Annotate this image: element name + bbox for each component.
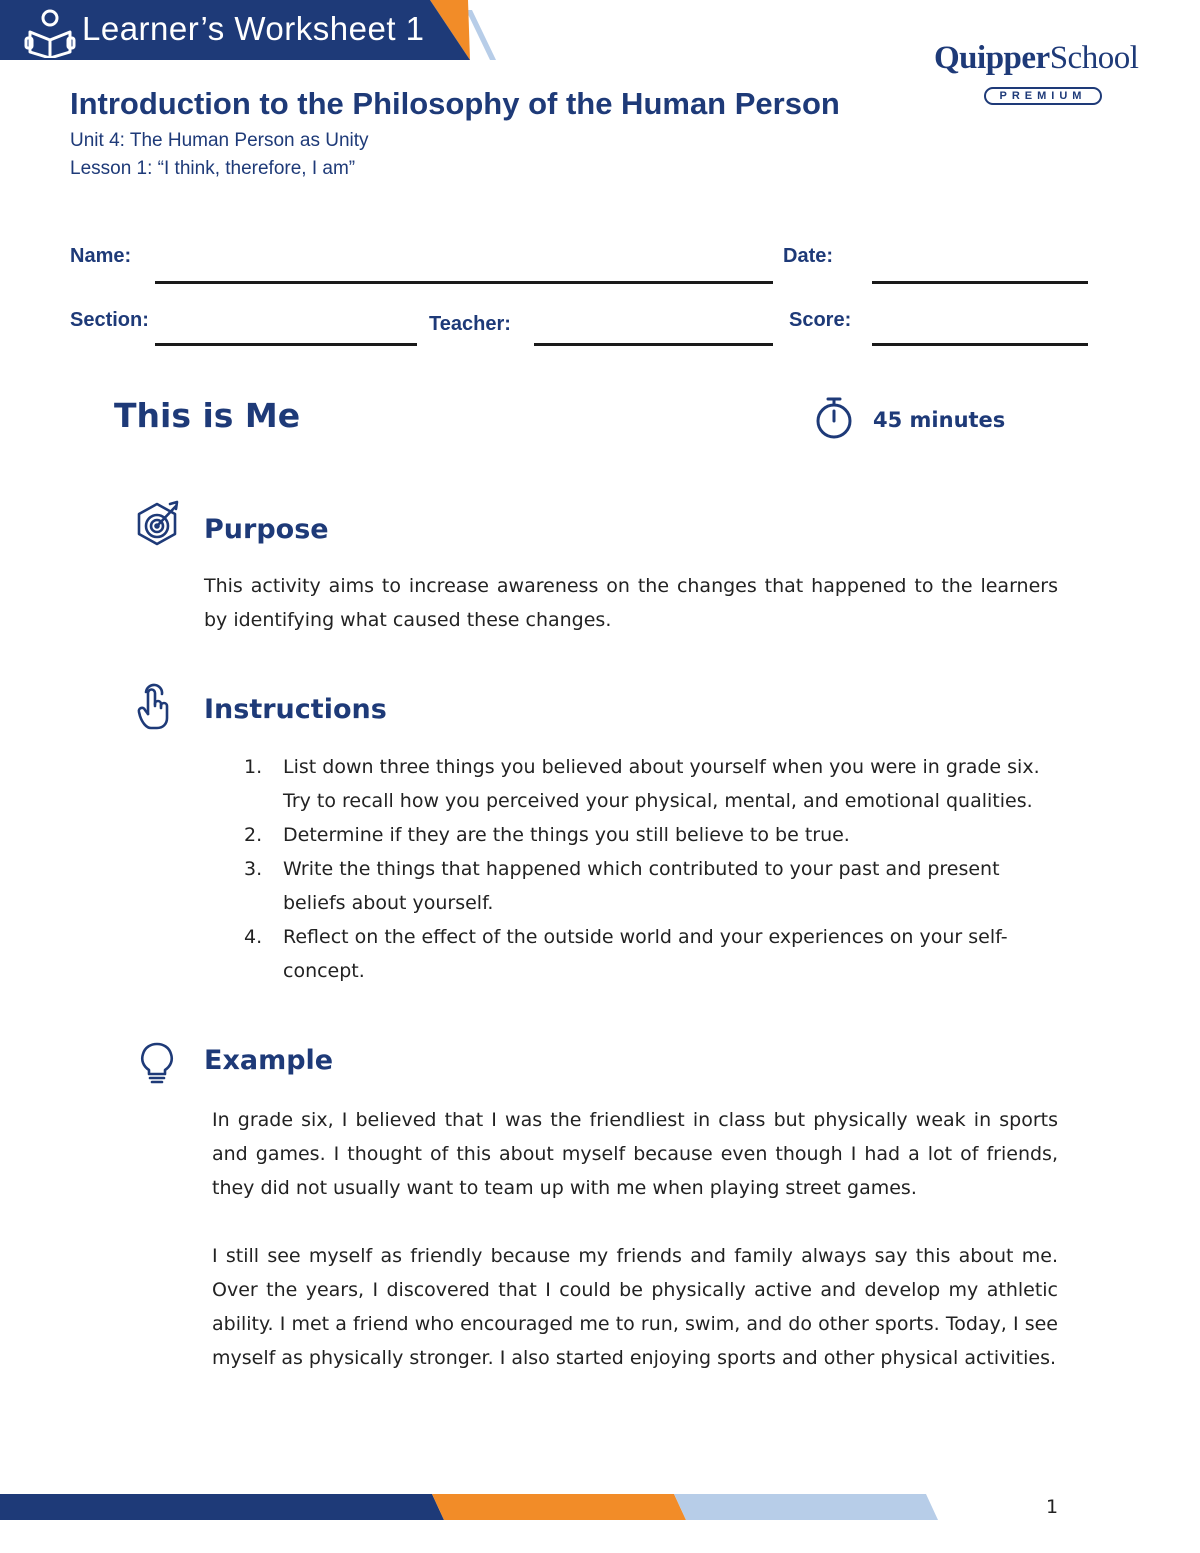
- date-label: Date:: [783, 245, 834, 267]
- score-label: Score:: [789, 309, 852, 331]
- example-paragraph-1: In grade six, I believed that I was the friendliest in class but physically weak in sports and games. I thought of this about myself because even though I had a lot of friends, they did not usually want to team up with me when playing street games.: [212, 1109, 1058, 1199]
- lightbulb-icon: [132, 1038, 182, 1088]
- page-number: 1: [1046, 1496, 1059, 1518]
- list-item: [244, 852, 1044, 920]
- lesson-subtitle: Lesson 1: “I think, therefore, I am”: [70, 158, 356, 179]
- list-number: 4.: [244, 926, 263, 948]
- name-field[interactable]: [155, 281, 773, 284]
- list-item-text: Determine if they are the things you still believe to be true.: [283, 824, 850, 846]
- list-item-text: List down three things you believed about yourself when you were in grade six. Try to recall how you perceived your physical, mental, and emotional qualities.: [283, 756, 1040, 812]
- quipper-school-logo: [934, 40, 1164, 112]
- instructions-list: [244, 750, 1044, 988]
- instructions-heading: Instructions: [204, 694, 387, 725]
- list-item: [244, 920, 1044, 988]
- premium-badge: PREMIUM: [984, 87, 1102, 105]
- purpose-heading: Purpose: [204, 514, 329, 545]
- purpose-text: This activity aims to increase awareness on the changes that happened to the learners by identifying what caused these changes.: [204, 575, 1058, 631]
- target-icon: [132, 500, 182, 550]
- teacher-label: Teacher:: [429, 313, 511, 335]
- date-field[interactable]: [872, 281, 1088, 284]
- activity-title: This is Me: [114, 396, 301, 435]
- list-number: 1.: [244, 756, 263, 778]
- list-item: [244, 750, 1044, 818]
- list-item: [244, 818, 1044, 852]
- logo-brand-bold: Quipper: [934, 40, 1050, 76]
- pointing-hand-icon: [130, 682, 180, 732]
- duration-label: 45 minutes: [873, 408, 1006, 432]
- section-label: Section:: [70, 309, 149, 331]
- stopwatch-icon: [815, 396, 853, 440]
- example-heading: Example: [204, 1045, 334, 1076]
- unit-subtitle: Unit 4: The Human Person as Unity: [70, 130, 369, 151]
- footer-stripe: [0, 1494, 940, 1520]
- logo-wordmark: [934, 40, 1138, 77]
- list-item-text: Write the things that happened which contributed to your past and present beliefs about yourself.: [283, 858, 1000, 914]
- example-paragraph-2: I still see myself as friendly because my friends and family always say this about me. Over the years, I discovered that I could be physically active and develop my athletic ability. I met a friend who encouraged me to run, swim, and do other sports. Today, I see myself as physically stronger. I also started enjoying sports and other physical activities.: [212, 1245, 1058, 1369]
- reader-icon: [24, 6, 76, 58]
- logo-brand-regular: School: [1049, 40, 1139, 76]
- header-banner: [0, 0, 500, 64]
- list-number: 3.: [244, 858, 263, 880]
- section-field[interactable]: [155, 343, 417, 346]
- document-title: Introduction to the Philosophy of the Human Person: [70, 86, 840, 121]
- list-number: 2.: [244, 824, 263, 846]
- teacher-field[interactable]: [534, 343, 773, 346]
- name-label: Name:: [70, 245, 132, 267]
- list-item-text: Reflect on the effect of the outside world and your experiences on your self-concept.: [283, 926, 1008, 982]
- worksheet-label: Learner’s Worksheet 1: [82, 10, 425, 47]
- score-field[interactable]: [872, 343, 1088, 346]
